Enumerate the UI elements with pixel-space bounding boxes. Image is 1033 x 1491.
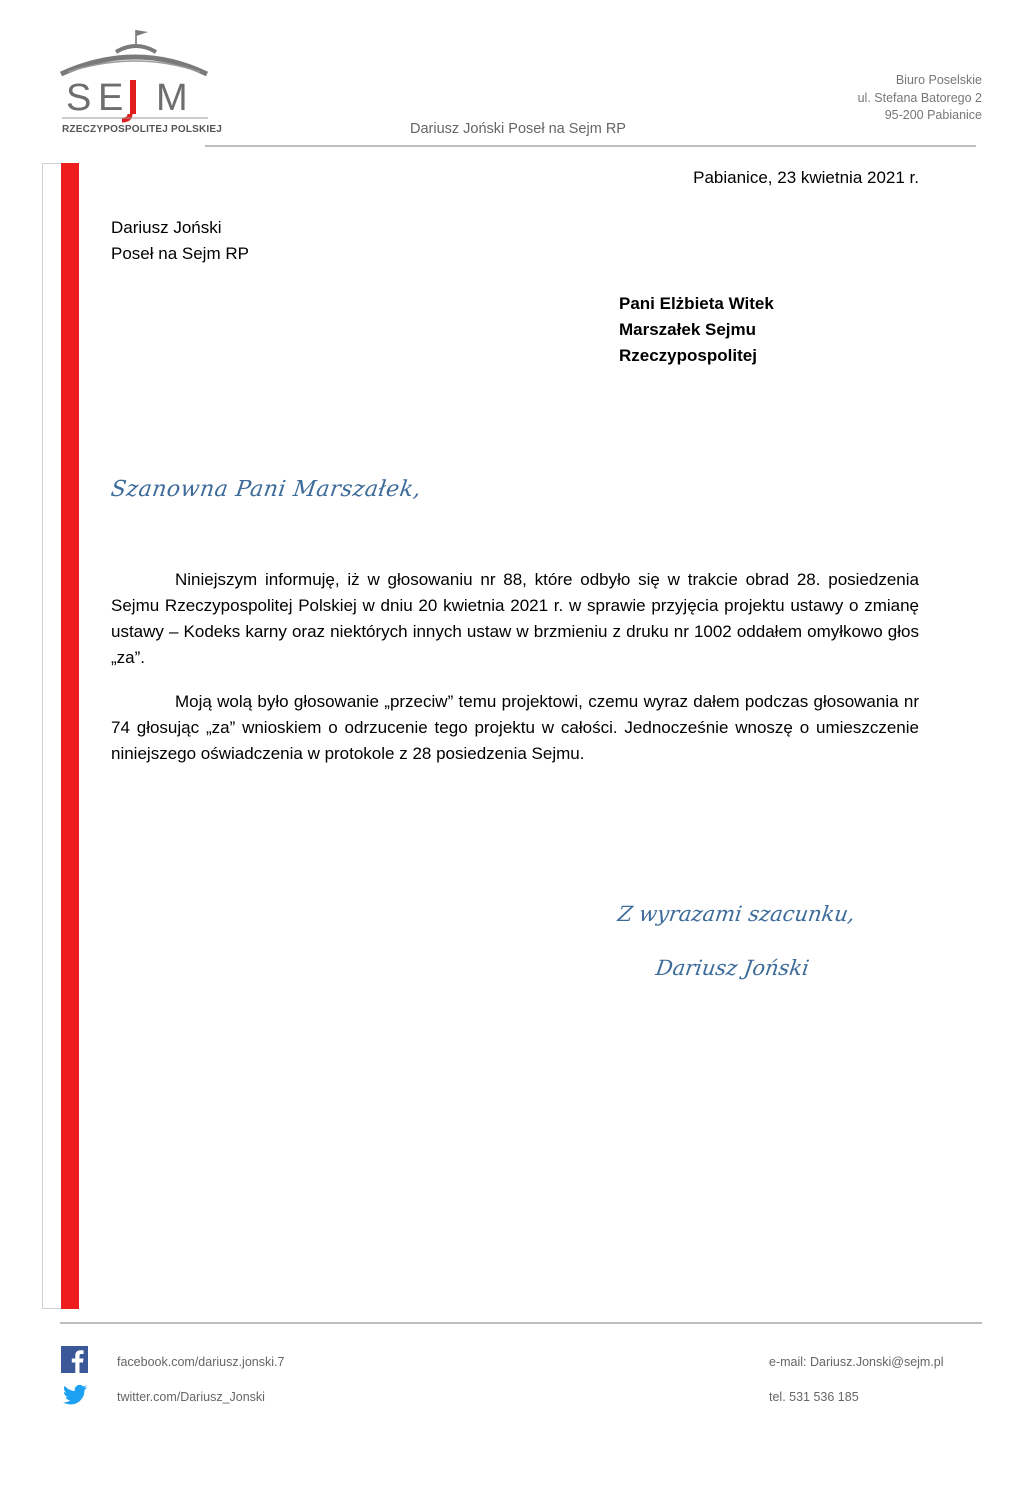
logo-subtitle: RZECZYPOSPOLITEJ POLSKIEJ <box>62 124 223 135</box>
salutation: Szanowna Pani Marszałek, <box>109 477 423 502</box>
closing-phrase: Z wyrazami szacunku, <box>616 902 857 926</box>
office-line-2: ul. Stefana Batorego 2 <box>857 90 982 105</box>
svg-text:E: E <box>98 77 124 119</box>
phone-contact: tel. 531 536 185 <box>769 1390 859 1404</box>
facebook-icon[interactable] <box>61 1346 88 1373</box>
recipient-line-3: Rzeczypospolitej <box>619 346 757 365</box>
header-divider <box>205 145 976 147</box>
body-paragraph-2: Moją wolą było głosowanie „przeciw” temu projektowi, czemu wyraz dałem podczas głosowania nr 74 głosując „za” wnioskiem o odrzucenie tego projektu w całości. Jednocześnie wnoszę o umieszczenie niniejszego oświadczenia w protokole z 28 posiedzenia Sejmu. <box>111 692 919 763</box>
red-accent-bar <box>61 163 79 1309</box>
office-line-1: Biuro Poselskie <box>895 73 982 87</box>
email-contact[interactable]: e-mail: Dariusz.Jonski@sejm.pl <box>769 1355 944 1369</box>
sender-role: Poseł na Sejm RP <box>111 244 249 263</box>
twitter-icon[interactable] <box>60 1380 90 1410</box>
recipient-line-1: Pani Elżbieta Witek <box>619 294 774 313</box>
recipient-block <box>619 291 774 369</box>
facebook-link[interactable]: facebook.com/dariusz.jonski.7 <box>117 1355 285 1369</box>
recipient-line-2: Marszałek Sejmu <box>619 320 757 339</box>
signature: Dariusz Joński <box>654 956 811 980</box>
footer-divider <box>60 1322 982 1324</box>
letter-date: Pabianice, 23 kwietnia 2021 r. <box>693 168 919 187</box>
svg-text:M: M <box>156 77 188 119</box>
office-address <box>858 72 982 125</box>
header-title: Dariusz Joński Poseł na Sejm RP <box>410 121 626 137</box>
sender-name: Dariusz Joński <box>111 218 222 237</box>
twitter-link[interactable]: twitter.com/Dariusz_Jonski <box>117 1390 265 1404</box>
sender-block <box>111 215 249 267</box>
office-line-3: 95-200 Pabianice <box>884 108 982 122</box>
svg-text:S: S <box>66 77 96 119</box>
body-paragraph-1: Niniejszym informuję, iż w głosowaniu nr 88, które odbyło się w trakcie obrad 28. posiedzenia Sejmu Rzeczypospolitej Polskiej w dniu 20 kwietnia 2021 r. w sprawie przyjęcia projektu ustawy o zmianę ustawy – Kodeks karny oraz niektórych innych ustaw w brzmieniu z druku nr 1002 oddałem omyłkowo głos „za”. <box>111 570 919 667</box>
